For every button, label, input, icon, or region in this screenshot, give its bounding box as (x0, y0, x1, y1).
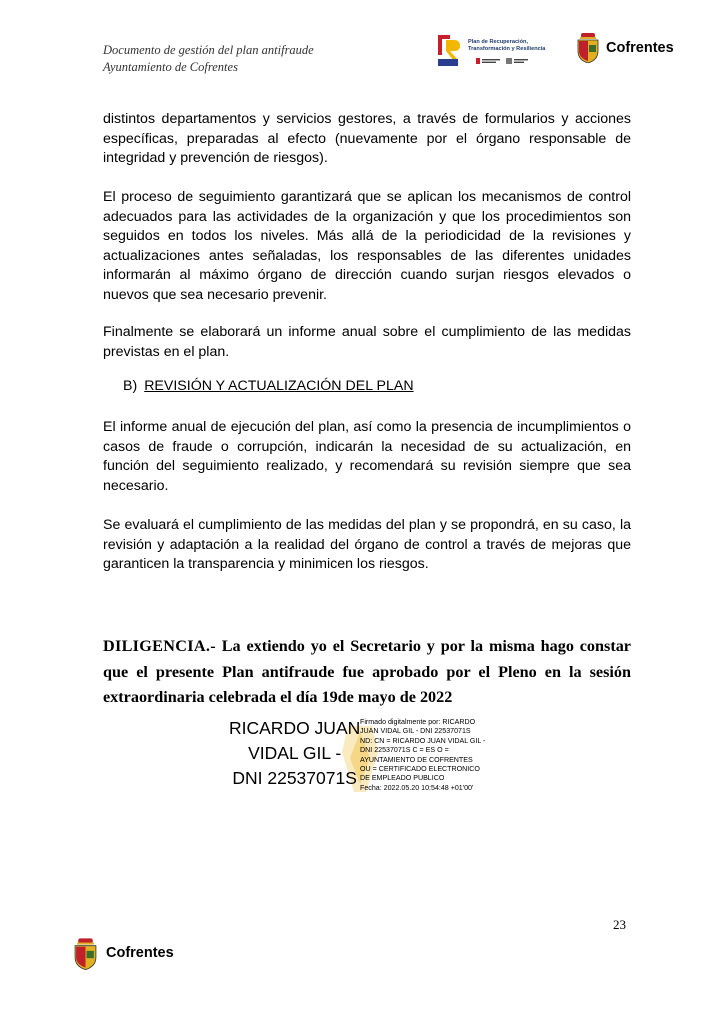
town-crest-icon (576, 33, 600, 63)
diligencia-lead: DILIGENCIA.- (103, 637, 216, 655)
paragraph: Se evaluará el cumplimiento de las medidas del plan y se propondrá, en su caso, la revisión y adaptación a la realidad del órgano de control a través de mejoras que garanticen la transparencia y minimicen los riesgos. (103, 517, 631, 572)
paragraph: El informe anual de ejecución del plan, así como la presencia de incumplimientos o casos de fraude o corrupción, indicarán la necesidad de su actualización, en función del seguimiento realizado, y recomendará su revisión siempre que sea necesario. (103, 419, 631, 494)
signer-name: RICARDO JUAN VIDAL GIL - DNI 22537071S (229, 718, 361, 788)
signature-details: Firmado digitalmente por: RICARDO JUAN VIDAL GIL - DNI 22537071S ND: CN = RICARDO JUAN VIDAL GIL - DNI 22537071S C = ES O = AYUNTAMIENTO DE COFRENTES OU = CERTIFICADO ELECTRONICO DE EMPLEADO PUBLICO Fecha: 2022.05.20 10:54:48 +01'00' (360, 718, 486, 792)
section-number: B) (123, 378, 138, 394)
section-heading (123, 378, 414, 394)
document-subtitle: Ayuntamiento de Cofrentes (103, 60, 238, 74)
town-name-header: Cofrentes (606, 40, 674, 56)
paragraph: distintos departamentos y servicios gestores, a través de formularios y acciones específicas, preparadas al efecto (nuevamente por el órgano responsable de integridad y prevención de riesgos). (103, 111, 631, 166)
document-header (103, 42, 314, 76)
government-logo-icon (476, 57, 528, 65)
document-title: Documento de gestión del plan antifraude (103, 43, 314, 57)
prtr-logo-text: Plan de Recuperación, Transformación y Resiliencia (468, 39, 546, 52)
section-title: REVISIÓN Y ACTUALIZACIÓN DEL PLAN (144, 378, 414, 394)
page-number: 23 (613, 917, 626, 932)
town-name-footer: Cofrentes (106, 945, 174, 961)
paragraph: Finalmente se elaborará un informe anual sobre el cumplimiento de las medidas previstas en el plan. (103, 324, 631, 360)
town-crest-icon (73, 938, 98, 970)
diligencia-statement (103, 634, 631, 711)
diligencia-text: La extiendo yo el Secretario y por la misma hago constar que el presente Plan antifraude fue aprobado por el Pleno en la sesión extraordinaria celebrada el día 19de mayo de 2022 (103, 637, 631, 706)
paragraph: El proceso de seguimiento garantizará que se aplican los mecanismos de control adecuados para las actividades de la organización y que los procedimientos son seguidos en todos los niveles. Más allá de la periodicidad de la revisiones y actualizaciones antes señaladas, los responsables de las diferentes unidades informarán al máximo órgano de dirección cuando surjan riesgos elevados o nuevos que sea necesario prevenir. (103, 189, 631, 303)
eu-flag-icon (438, 59, 458, 66)
